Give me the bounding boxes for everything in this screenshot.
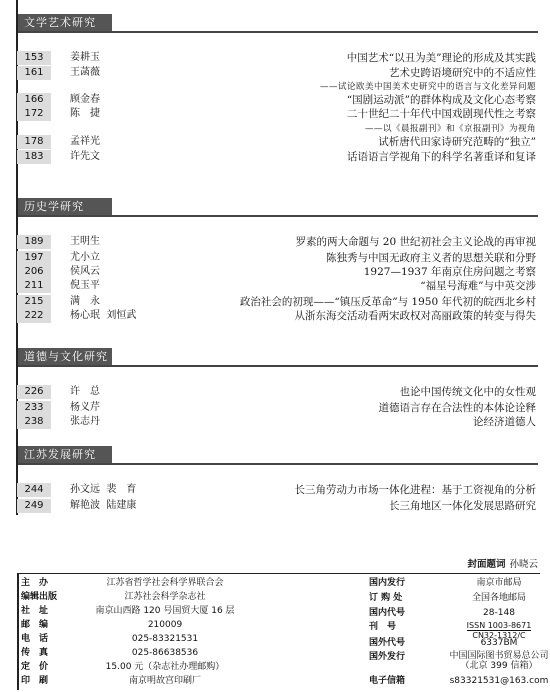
- article-title: 长三角劳动力市场一体化进程：基于工资视角的分析: [294, 484, 536, 496]
- masthead-value-line2: CN32-1312/C: [472, 631, 526, 640]
- masthead-info: [17, 573, 549, 689]
- masthead-label: 传 真: [21, 648, 49, 658]
- toc-subtitle-row: [0, 122, 550, 136]
- page-number: 161: [17, 66, 51, 80]
- article-title: 1927—1937 年南京住房问题之考察: [363, 266, 536, 278]
- section-rule: [18, 215, 538, 217]
- toc-subtitle-row: [0, 80, 550, 94]
- toc-entry: [0, 265, 550, 279]
- masthead-label: 定 价: [21, 662, 49, 672]
- masthead-value: s83321531@163.com: [449, 676, 549, 686]
- page-number: 215: [17, 295, 51, 309]
- author: 许 总: [70, 386, 100, 397]
- article-title: 试析唐代田家诗研究范畴的“独立”: [378, 136, 536, 148]
- article-title: “福星号海难”与中英交涉: [420, 280, 536, 292]
- masthead-value: 025-86638536: [131, 648, 199, 658]
- page-number: 211: [17, 279, 51, 293]
- toc-entry: [0, 483, 550, 497]
- masthead-value-line1: ISSN 1003-8671: [466, 621, 532, 630]
- masthead-value: 南京明故宫印刷厂: [128, 676, 201, 686]
- masthead-value: 南京山西路 120 号国贸大厦 16 层: [95, 606, 235, 616]
- toc-entry: [0, 66, 550, 80]
- page-number: 183: [17, 150, 51, 164]
- toc-entry: [0, 385, 550, 399]
- page-number: 172: [17, 107, 51, 121]
- author: 尤小立: [70, 252, 100, 263]
- toc-entry: [0, 150, 550, 164]
- author: 张志丹: [70, 416, 100, 427]
- author: 王明生: [70, 236, 100, 247]
- masthead-value: 28-148: [483, 608, 515, 618]
- article-subtitle: ——以《晨报副刊》和《京报副刊》为视角: [364, 124, 536, 134]
- author: 许先文: [70, 151, 100, 162]
- page-number: 249: [17, 499, 51, 513]
- masthead-label: 刊 号: [369, 622, 397, 632]
- article-title: 政治社会的初现——“镇压反革命”与 1950 年代初的皖西北乡村: [239, 296, 536, 308]
- masthead-label: 国外代号: [369, 638, 406, 648]
- masthead-value: 江苏省哲学社会科学界联合会: [106, 578, 224, 588]
- author: 孟祥光: [70, 136, 100, 147]
- author: 侯风云: [70, 266, 100, 277]
- masthead-row: [17, 607, 540, 620]
- section-rule: [18, 463, 538, 465]
- section-rule: [18, 365, 538, 367]
- toc-entry: [0, 499, 550, 513]
- author: 倪玉平: [70, 280, 100, 291]
- toc-entry: [0, 235, 550, 249]
- toc-entry: [0, 279, 550, 293]
- article-title: 从浙东海交活动看两宋政权对高丽政策的转变与得失: [294, 310, 536, 322]
- masthead-row: [17, 675, 549, 688]
- masthead-value: 南京市邮局: [476, 578, 522, 588]
- article-title: 也论中国传统文化中的女性观: [399, 386, 536, 398]
- article-title: “国剧运动派”的群体构成及文化心态考察: [346, 94, 536, 106]
- page-number: 222: [17, 309, 51, 323]
- page-number: 153: [17, 51, 51, 65]
- toc-entry: [0, 401, 550, 415]
- toc-entry: [0, 51, 550, 65]
- article-title: 长三角地区一体化发展思路研究: [389, 500, 536, 512]
- article-title: 中国艺术“以丑为美”理论的形成及其实践: [346, 52, 536, 64]
- author: 解艳波 陆建康: [70, 500, 137, 511]
- author: 满 永: [70, 296, 100, 307]
- page-number: 244: [17, 483, 51, 497]
- masthead-value: 全国各地邮局: [471, 593, 526, 603]
- page-number: 166: [17, 93, 51, 107]
- section-title: 历史学研究: [18, 198, 112, 215]
- masthead-label: 社 址: [21, 606, 49, 616]
- toc-entry: [0, 135, 550, 149]
- page-number: 233: [17, 401, 51, 415]
- article-title: 话语语言学视角下的科学名著重译和复译: [347, 151, 536, 163]
- toc-entry: [0, 415, 550, 429]
- toc-entry: [0, 107, 550, 121]
- toc-entry: [0, 251, 550, 265]
- toc-entry: [0, 295, 550, 309]
- masthead-label: 国外发行: [369, 652, 406, 662]
- article-title: 二十世纪二十年代中国戏剧现代性之考察: [347, 108, 536, 120]
- masthead-label: 电子信箱: [369, 676, 406, 686]
- masthead-row: [17, 637, 540, 650]
- masthead-value-line2: （北京 399 信箱）: [460, 661, 538, 671]
- masthead-value-line1: 中国国际图书贸易总公司: [449, 651, 549, 661]
- toc-entry: [0, 93, 550, 107]
- cover-credit: [467, 556, 538, 570]
- page-number: 206: [17, 265, 51, 279]
- cover-credit-label: 封面题词: [467, 559, 506, 570]
- masthead-value: 6337BM: [480, 638, 518, 648]
- masthead-row: [17, 592, 540, 605]
- masthead-value: 江苏社会科学杂志社: [124, 592, 206, 602]
- article-subtitle: ——试论欧美中国美术史研究中的语言与文化差异问题: [319, 82, 536, 92]
- page-number: 189: [17, 235, 51, 249]
- article-title: 罗素的两大命题与 20 世纪初社会主义论战的再审视: [295, 236, 536, 248]
- masthead-label: 编辑出版: [21, 592, 58, 602]
- author: 杨心珉 刘恒武: [70, 310, 137, 321]
- author: 孙文远 裴 育: [70, 484, 137, 495]
- masthead-label: 印 刷: [21, 676, 49, 686]
- author: 陈 捷: [70, 108, 100, 119]
- author: 王菡薇: [70, 67, 100, 78]
- article-title: 陈独秀与中国无政府主义者的思想关联和分野: [326, 252, 536, 264]
- masthead-value: 025-83321531: [131, 634, 199, 644]
- page-number: 238: [17, 415, 51, 429]
- article-title: 论经济道德人: [473, 416, 536, 428]
- masthead-value: 210009: [147, 620, 183, 630]
- author: 姜耕玉: [70, 52, 100, 63]
- masthead-label: 邮 编: [21, 620, 49, 630]
- page-number: 178: [17, 135, 51, 149]
- masthead-value: 15.00 元（杂志社办理邮购）: [105, 662, 225, 672]
- section-title: 文学艺术研究: [18, 14, 112, 31]
- masthead-label: 国内发行: [369, 578, 406, 588]
- section-title: 江苏发展研究: [18, 446, 112, 463]
- toc-entry: [0, 309, 550, 323]
- masthead-label: 国内代号: [369, 608, 406, 618]
- page-number: 197: [17, 251, 51, 265]
- section-title: 道德与文化研究: [18, 348, 112, 365]
- author: 杨义芹: [70, 402, 100, 413]
- section-rule: [18, 31, 538, 33]
- page-number: 226: [17, 385, 51, 399]
- masthead-label: 电 话: [21, 634, 49, 644]
- masthead-value: [449, 651, 549, 671]
- author: 顾金春: [70, 94, 100, 105]
- article-title: 道德语言存在合法性的本体论诠释: [378, 402, 536, 414]
- masthead-row: [17, 577, 540, 590]
- cover-credit-name: 孙晓云: [509, 559, 538, 570]
- masthead-label: 主 办: [21, 578, 49, 588]
- masthead-label: 订 购 处: [369, 593, 403, 603]
- article-title: 艺术史跨语境研究中的不适应性: [389, 67, 536, 79]
